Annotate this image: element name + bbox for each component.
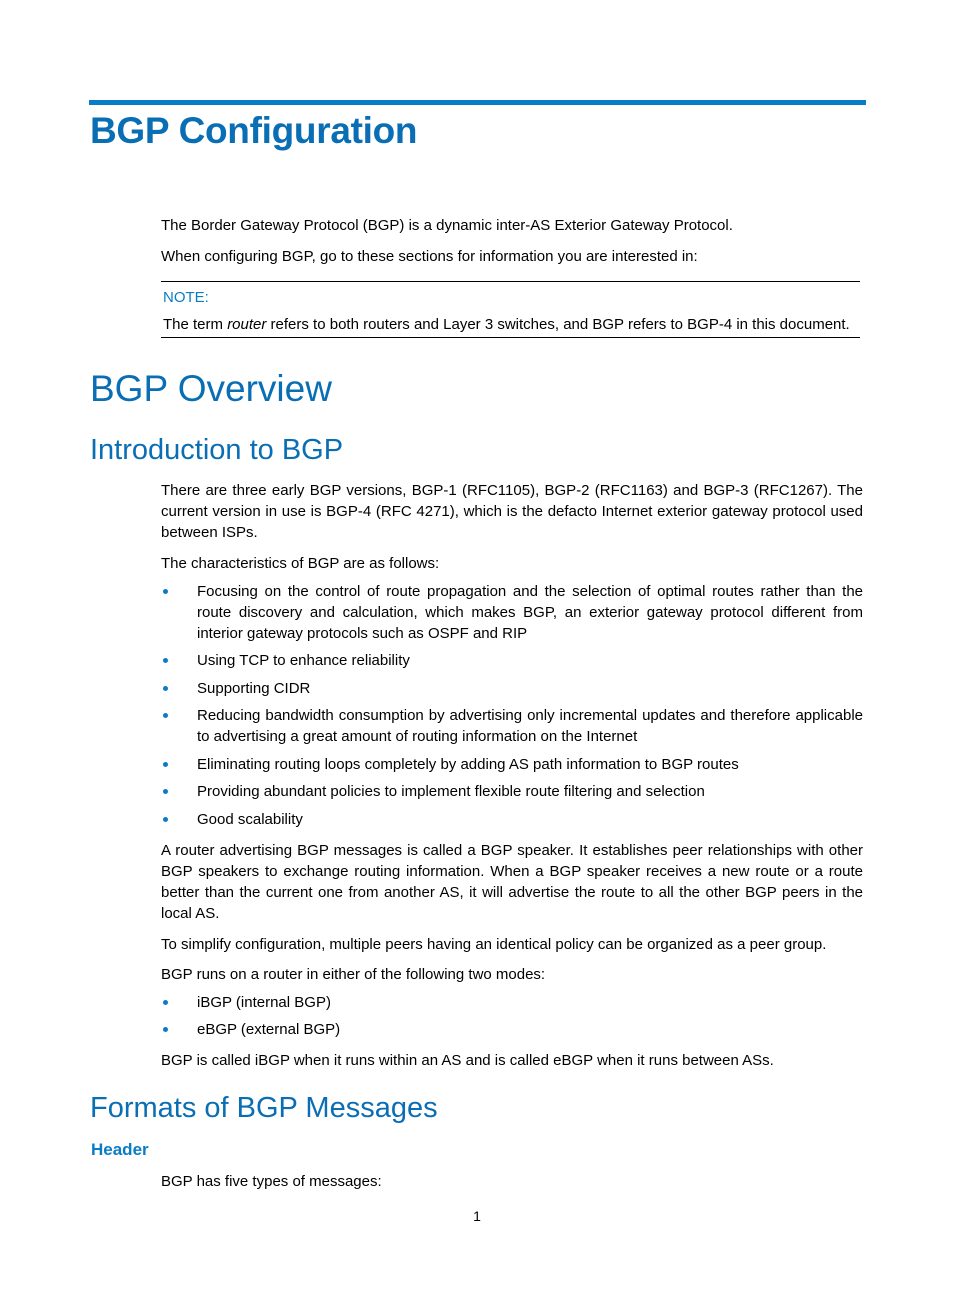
list-item: Good scalability [161,809,863,830]
bullet-icon [163,817,168,822]
bullet-icon [163,789,168,794]
bullet-icon [163,762,168,767]
list-item: iBGP (internal BGP) [161,992,863,1013]
list-item: eBGP (external BGP) [161,1019,863,1040]
intro-paragraph-2: When configuring BGP, go to these sections for information you are interested in: [161,248,698,265]
list-item: Reducing bandwidth consumption by advertising only incremental updates and therefore applicable to advertising a great amount of routing information on the Internet [161,705,863,747]
bullet-icon [163,589,168,594]
intro-body-paragraph-4: To simplify configuration, multiple peers having an identical policy can be organized as a peer group. [161,936,827,953]
formats-paragraph-1: BGP has five types of messages: [161,1173,382,1190]
bullet-icon [163,713,168,718]
list-item: Using TCP to enhance reliability [161,650,863,671]
bullet-icon [163,1027,168,1032]
intro-body-paragraph-3: A router advertising BGP messages is called a BGP speaker. It establishes peer relationships with other BGP speakers to exchange routing information. When a BGP speaker receives a new route or a route better than the current one from another AS, it will advertise the route to all the other BGP peers in the local AS. [161,842,863,922]
page-title: BGP Configuration [90,110,418,151]
note-text: The term router refers to both routers and Layer 3 switches, and BGP refers to BGP-4 in this document. [163,316,850,333]
list-item: Eliminating routing loops completely by adding AS path information to BGP routes [161,754,863,775]
note-top-rule [161,281,860,282]
list-item: Focusing on the control of route propagation and the selection of optimal routes rather than the route discovery and calculation, which makes BGP, an exterior gateway protocol different from interior gateway protocols such as OSPF and RIP [161,581,863,644]
note-italic-term: router [227,316,267,333]
intro-body-paragraph-1: There are three early BGP versions, BGP-1 (RFC1105), BGP-2 (RFC1163) and BGP-3 (RFC1267). The current version in use is BGP-4 (RFC 4271), which is the defacto Internet exterior gateway protocol used between ISPs. [161,482,863,541]
bullet-icon [163,1000,168,1005]
page-number: 1 [473,1208,481,1224]
section-heading-introduction: Introduction to BGP [90,434,344,466]
bullet-icon [163,686,168,691]
intro-body-paragraph-6: BGP is called iBGP when it runs within an AS and is called eBGP when it runs between ASs. [161,1052,774,1069]
section-heading-overview: BGP Overview [90,368,332,409]
note-label: NOTE: [163,289,209,306]
list-item: Supporting CIDR [161,678,863,699]
intro-body-paragraph-5: BGP runs on a router in either of the following two modes: [161,966,546,983]
list-item: Providing abundant policies to implement flexible route filtering and selection [161,781,863,802]
note-bottom-rule [161,337,860,338]
intro-paragraph-1: The Border Gateway Protocol (BGP) is a dynamic inter-AS Exterior Gateway Protocol. [161,217,733,234]
intro-body-paragraph-2: The characteristics of BGP are as follows: [161,555,440,572]
subsection-heading-header: Header [91,1140,149,1159]
title-rule [89,100,866,105]
section-heading-formats: Formats of BGP Messages [90,1092,438,1124]
bullet-icon [163,658,168,663]
